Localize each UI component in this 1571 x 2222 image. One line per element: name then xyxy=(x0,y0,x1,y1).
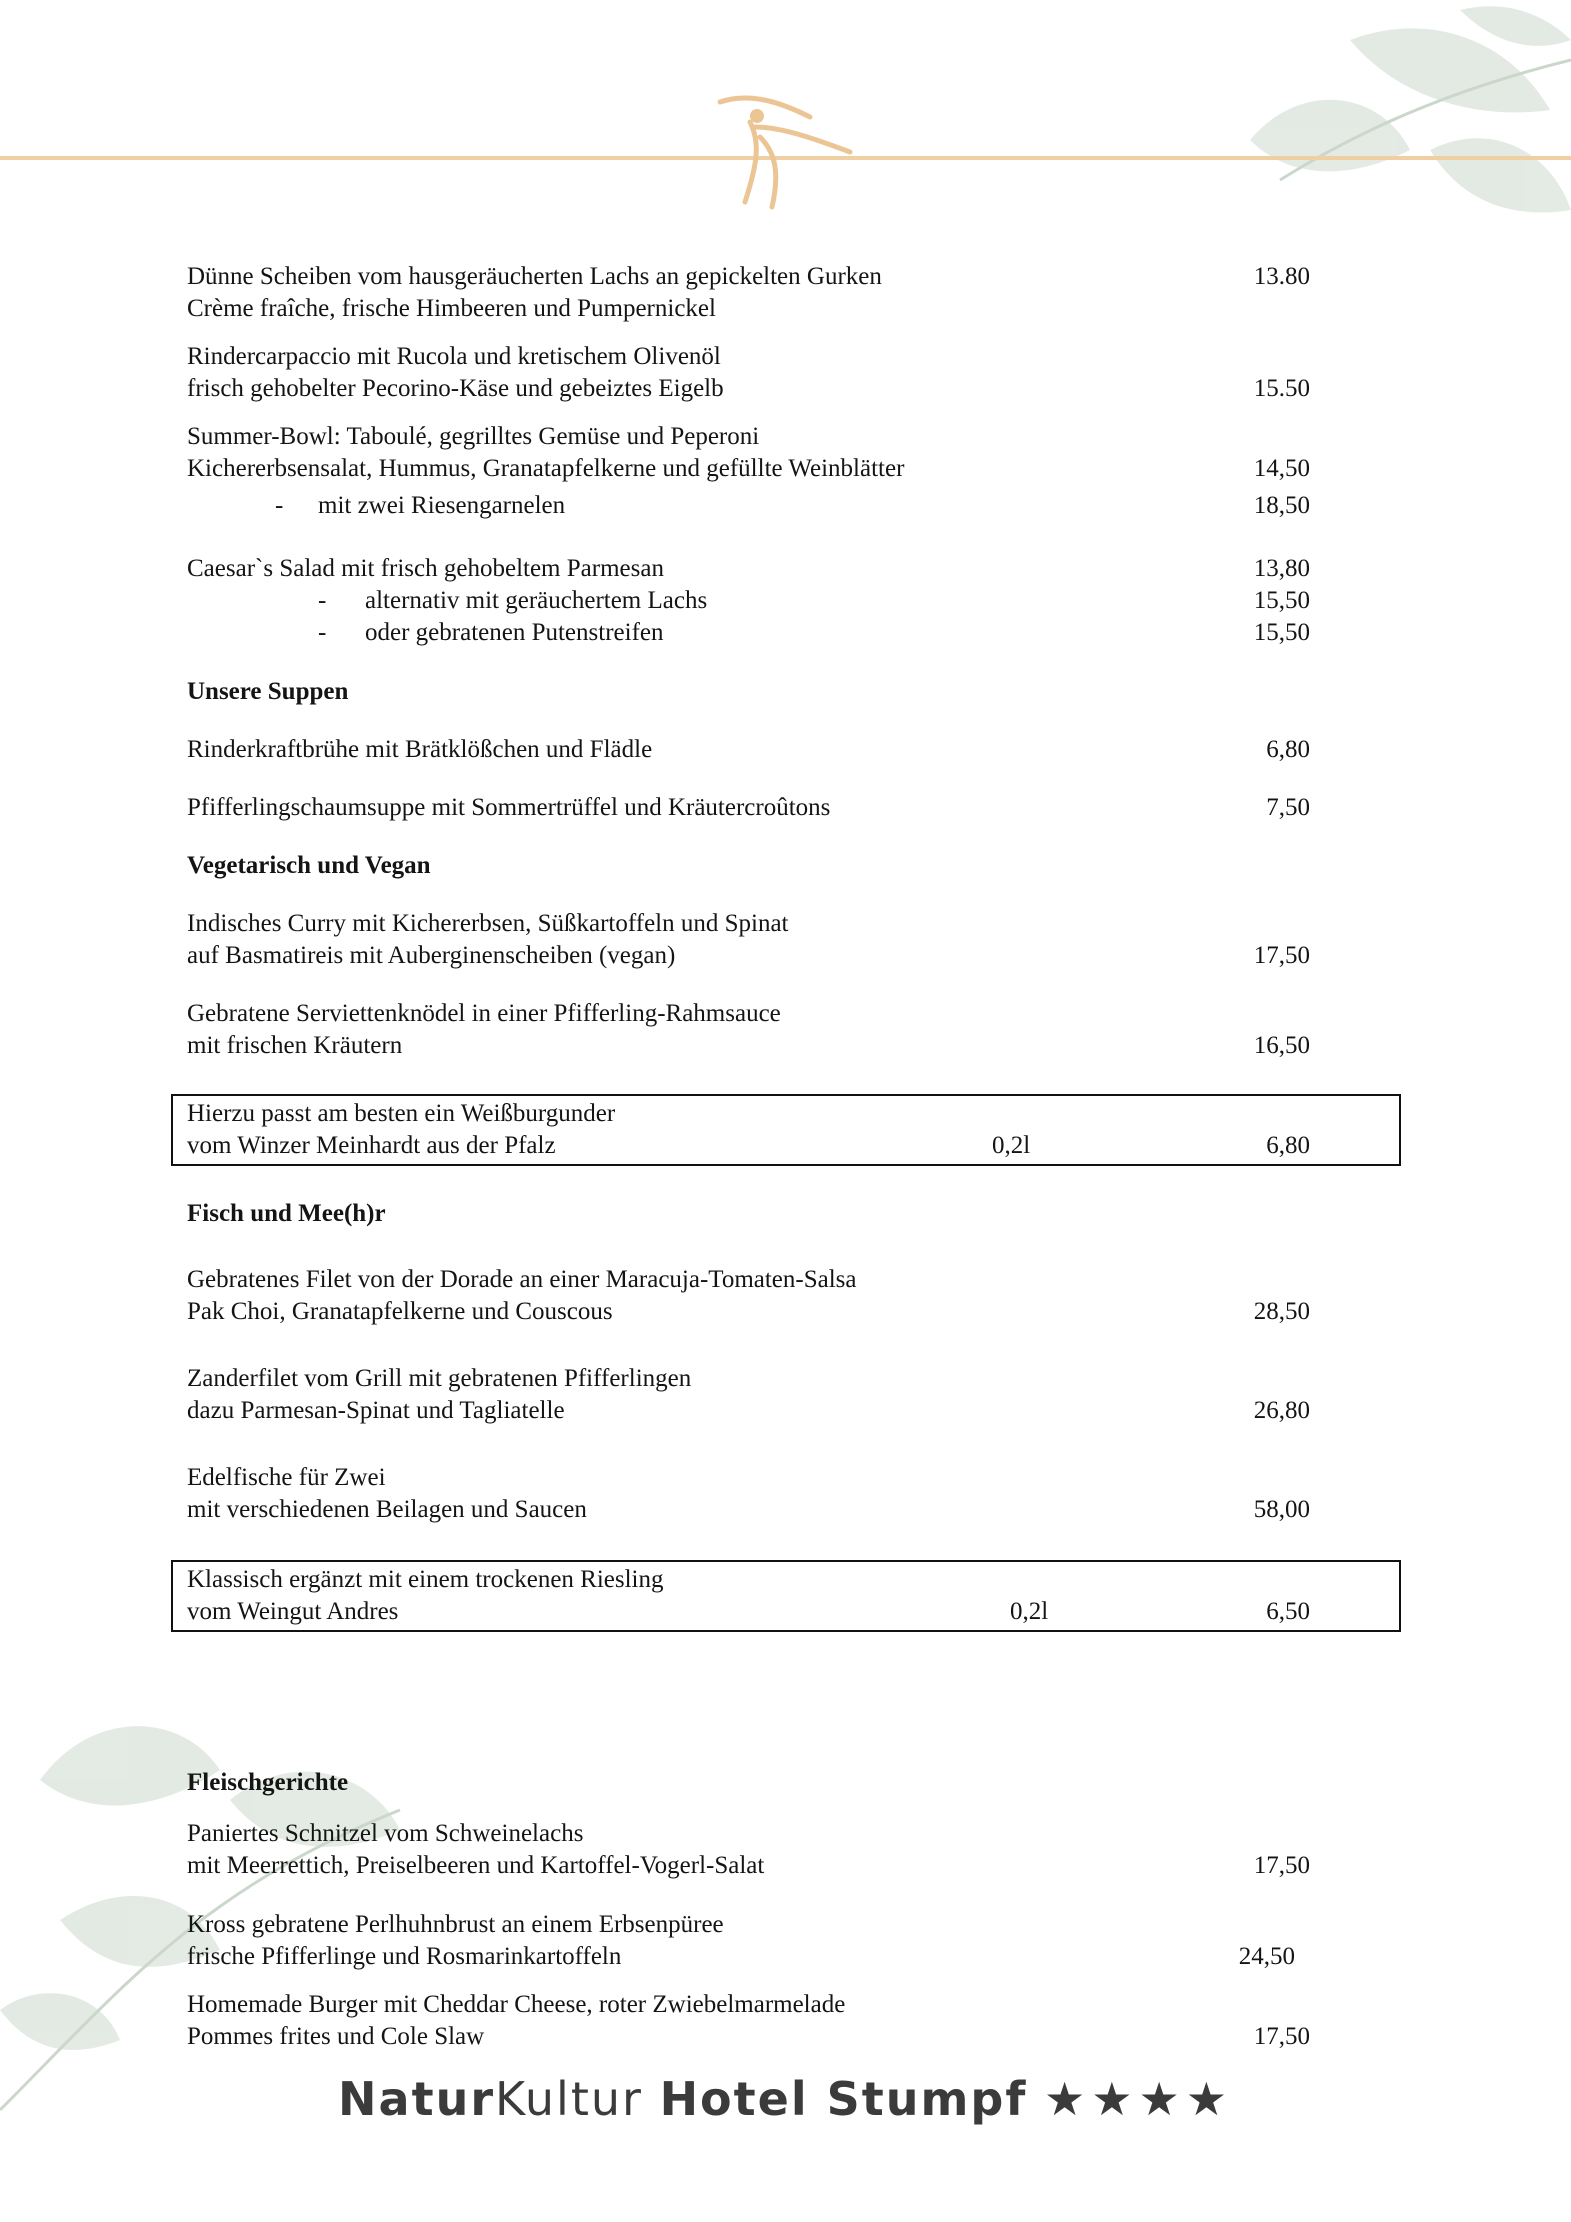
menu-item-pfifferlingsuppe-price: 7,50 xyxy=(1266,794,1310,821)
menu-item-edelfische-line1: Edelfische für Zwei xyxy=(187,1464,386,1491)
menu-item-rinderkraftbruehe-price: 6,80 xyxy=(1266,736,1310,763)
menu-item-dorade-price: 28,50 xyxy=(1253,1298,1310,1325)
option-puten-text: oder gebratenen Putenstreifen xyxy=(365,619,664,646)
wine-weissburgunder-line1: Hierzu passt am besten ein Weißburgunder xyxy=(187,1100,616,1127)
option-puten-price: 15,50 xyxy=(1253,619,1310,646)
menu-item-knoedel-line2: mit frischen Kräutern xyxy=(187,1032,403,1059)
option-dash: - xyxy=(275,492,284,519)
dancing-figure-logo-icon xyxy=(700,92,860,212)
menu-item-lachs-line2: Crème fraîche, frische Himbeeren und Pumpernickel xyxy=(187,295,716,322)
menu-item-dorade-line1: Gebratenes Filet von der Dorade an einer Maracuja-Tomaten-Salsa xyxy=(187,1266,857,1293)
section-heading-fleisch: Fleischgerichte xyxy=(187,1769,349,1796)
menu-item-lachs-line1: Dünne Scheiben vom hausgeräucherten Lachs an gepickelten Gurken xyxy=(187,263,882,290)
brand-hotel-name: Hotel Stumpf xyxy=(659,2072,1028,2126)
menu-item-schnitzel-line1: Paniertes Schnitzel vom Schweinelachs xyxy=(187,1820,584,1847)
star-rating-icon: ★★★★ xyxy=(1044,2072,1233,2126)
menu-item-zander-price: 26,80 xyxy=(1253,1397,1310,1424)
wine-weissburgunder-line2: vom Winzer Meinhardt aus der Pfalz xyxy=(187,1132,556,1159)
option-dash: - xyxy=(318,619,327,646)
menu-item-caesar: Caesar`s Salad mit frisch gehobeltem Parmesan xyxy=(187,555,664,582)
menu-item-lachs-price: 13.80 xyxy=(1253,263,1310,290)
brand-kultur: Kultur xyxy=(495,2072,643,2126)
menu-item-knoedel-price: 16,50 xyxy=(1253,1032,1310,1059)
menu-item-schnitzel-line2: mit Meerrettich, Preiselbeeren und Kartoffel-Vogerl-Salat xyxy=(187,1852,765,1879)
menu-item-summer-bowl-price: 14,50 xyxy=(1253,455,1310,482)
wine-weissburgunder-qty: 0,2l xyxy=(992,1132,1031,1159)
wine-weissburgunder-price: 6,80 xyxy=(1266,1132,1310,1159)
option-lachs-price: 15,50 xyxy=(1253,587,1310,614)
wine-riesling-line1: Klassisch ergänzt mit einem trockenen Riesling xyxy=(187,1566,664,1593)
wine-riesling-qty: 0,2l xyxy=(1010,1598,1049,1625)
menu-item-burger-line1: Homemade Burger mit Cheddar Cheese, roter Zwiebelmarmelade xyxy=(187,1991,846,2018)
menu-item-perlhuhn-line2: frische Pfifferlinge und Rosmarinkartoffeln xyxy=(187,1943,622,1970)
menu-item-rinderkraftbruehe: Rinderkraftbrühe mit Brätklößchen und Flädle xyxy=(187,736,653,763)
menu-item-burger-line2: Pommes frites und Cole Slaw xyxy=(187,2023,485,2050)
menu-item-curry-line2: auf Basmatireis mit Auberginenscheiben (vegan) xyxy=(187,942,676,969)
menu-item-caesar-price: 13,80 xyxy=(1253,555,1310,582)
menu-item-curry-line1: Indisches Curry mit Kichererbsen, Süßkartoffeln und Spinat xyxy=(187,910,789,937)
section-heading-suppen: Unsere Suppen xyxy=(187,678,349,705)
hotel-brand-footer xyxy=(0,2072,1571,2126)
section-heading-fisch: Fisch und Mee(h)r xyxy=(187,1200,386,1227)
option-garnelen-price: 18,50 xyxy=(1253,492,1310,519)
menu-item-perlhuhn-price: 24,50 xyxy=(1238,1943,1295,1970)
menu-item-edelfische-line2: mit verschiedenen Beilagen und Saucen xyxy=(187,1496,587,1523)
menu-item-dorade-line2: Pak Choi, Granatapfelkerne und Couscous xyxy=(187,1298,613,1325)
section-heading-vegetarisch: Vegetarisch und Vegan xyxy=(187,852,431,879)
option-garnelen-text: mit zwei Riesengarnelen xyxy=(318,492,566,519)
menu-item-zander-line1: Zanderfilet vom Grill mit gebratenen Pfifferlingen xyxy=(187,1365,692,1392)
menu-item-burger-price: 17,50 xyxy=(1253,2023,1310,2050)
menu-item-schnitzel-price: 17,50 xyxy=(1253,1852,1310,1879)
menu-item-curry-price: 17,50 xyxy=(1253,942,1310,969)
menu-item-carpaccio-line2: frisch gehobelter Pecorino-Käse und gebeiztes Eigelb xyxy=(187,375,724,402)
menu-item-edelfische-price: 58,00 xyxy=(1253,1496,1310,1523)
decorative-leaves-top-right xyxy=(1130,0,1571,300)
brand-natur: Natur xyxy=(338,2072,496,2126)
menu-item-carpaccio-line1: Rindercarpaccio mit Rucola und kretischem Olivenöl xyxy=(187,343,721,370)
menu-item-pfifferlingsuppe: Pfifferlingschaumsuppe mit Sommertrüffel und Kräutercroûtons xyxy=(187,794,831,821)
option-dash: - xyxy=(318,587,327,614)
menu-item-zander-line2: dazu Parmesan-Spinat und Tagliatelle xyxy=(187,1397,565,1424)
menu-item-perlhuhn-line1: Kross gebratene Perlhuhnbrust an einem Erbsenpüree xyxy=(187,1911,724,1938)
menu-item-summer-bowl-line1: Summer-Bowl: Taboulé, gegrilltes Gemüse und Peperoni xyxy=(187,423,760,450)
wine-riesling-line2: vom Weingut Andres xyxy=(187,1598,399,1625)
menu-item-knoedel-line1: Gebratene Serviettenknödel in einer Pfifferling-Rahmsauce xyxy=(187,1000,781,1027)
menu-item-summer-bowl-line2: Kichererbsensalat, Hummus, Granatapfelkerne und gefüllte Weinblätter xyxy=(187,455,905,482)
option-lachs-text: alternativ mit geräuchertem Lachs xyxy=(365,587,708,614)
menu-item-carpaccio-price: 15.50 xyxy=(1253,375,1310,402)
wine-riesling-price: 6,50 xyxy=(1266,1598,1310,1625)
